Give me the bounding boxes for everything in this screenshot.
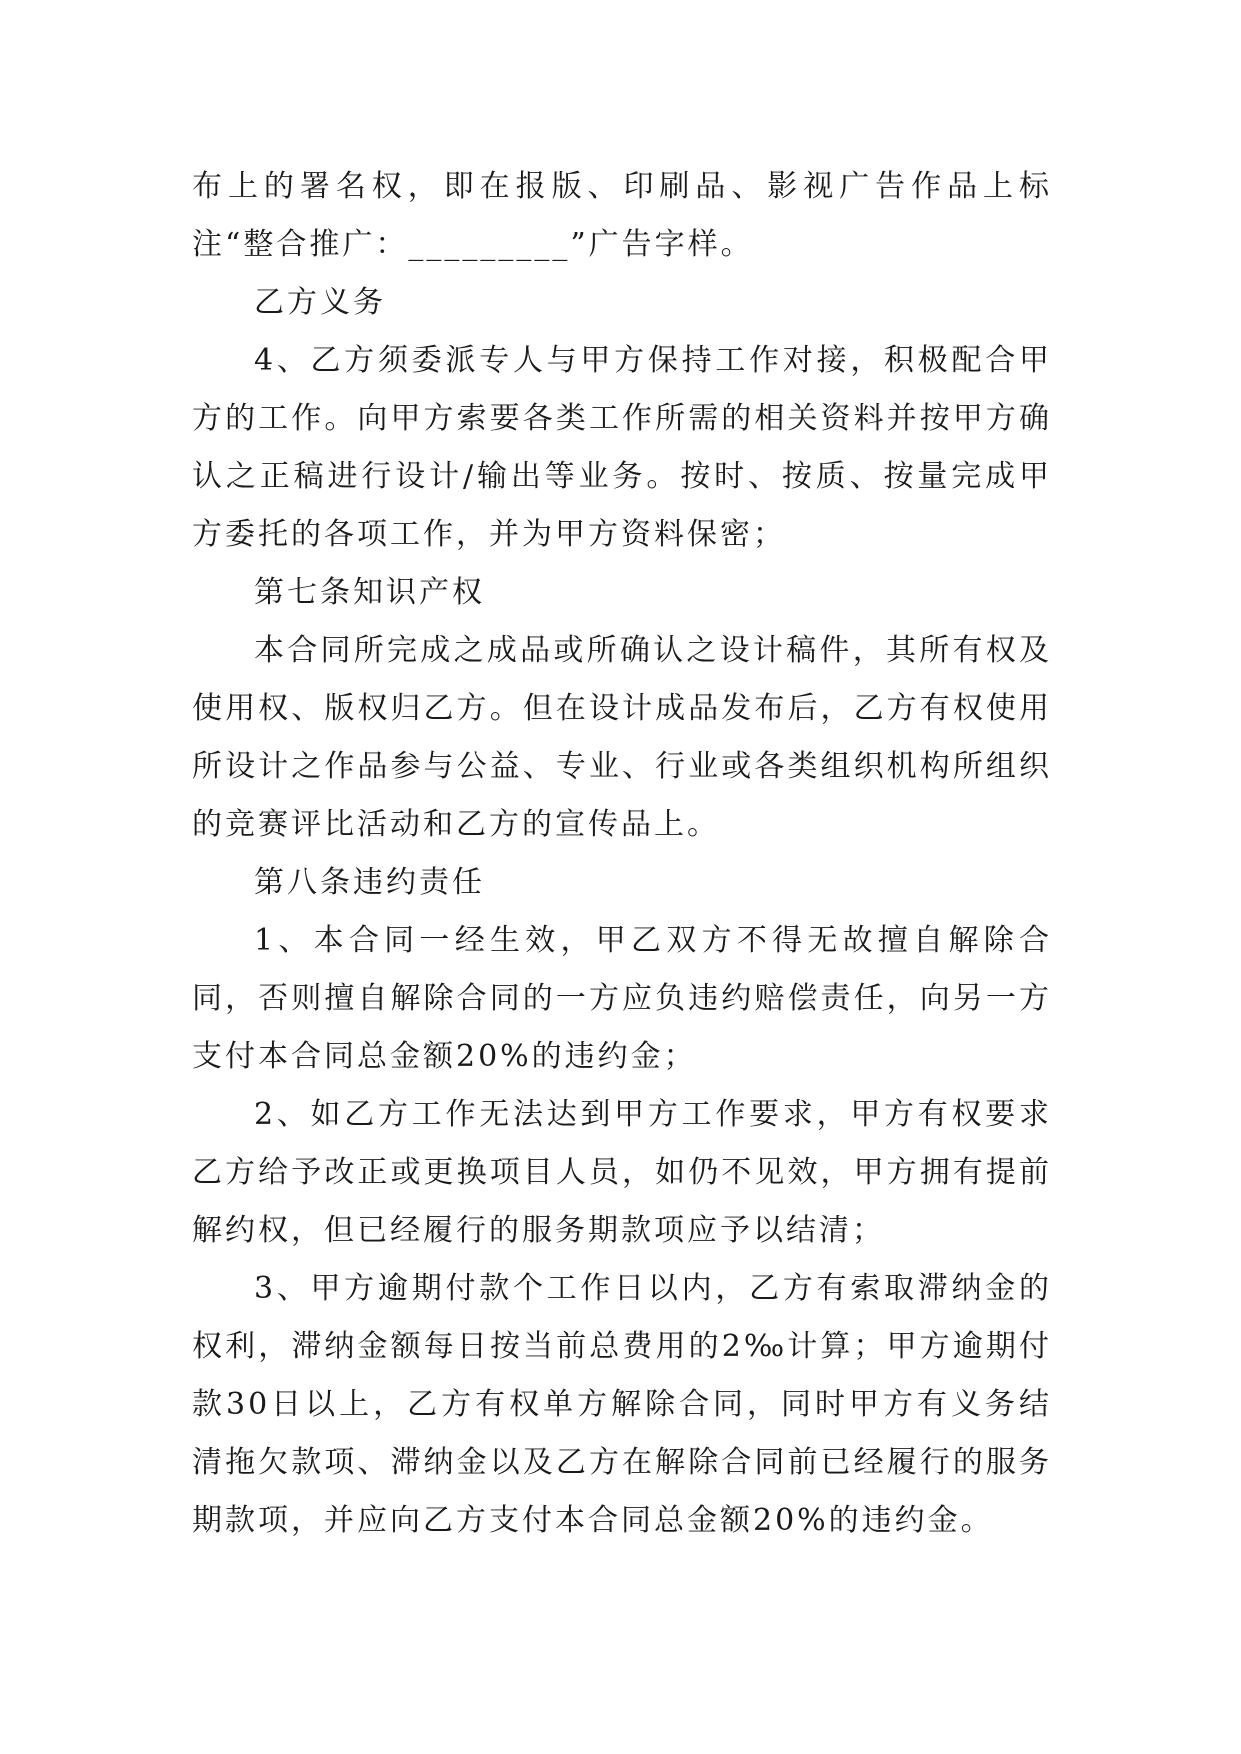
paragraph-breach-2: 2、如乙方工作无法达到甲方工作要求，甲方有权要求乙方给予改正或更换项目人员，如仍不见效，甲方拥有提前解约权，但已经履行的服务期款项应予以结清； (192, 1097, 1052, 1248)
document-body (192, 158, 1052, 1550)
heading-article-7: 第七条知识产权 (254, 575, 485, 610)
paragraph-breach-1: 1、本合同一经生效，甲乙双方不得无故擅自解除合同，否则擅自解除合同的一方应负违约赔偿责任，向另一方支付本合同总金额20%的违约金； (192, 923, 1052, 1074)
paragraph-continued-signature: 布上的署名权，即在报版、印刷品、影视广告作品上标注“整合推广：_________”广告字样。 (192, 169, 1052, 262)
paragraph-breach-3: 3、甲方逾期付款个工作日以内，乙方有索取滞纳金的权利，滞纳金额每日按当前总费用的2‰计算；甲方逾期付款30日以上，乙方有权单方解除合同，同时甲方有义务结清拖欠款项、滞纳金以及乙方在解除合同前已经履行的服务期款项，并应向乙方支付本合同总金额20%的违约金。 (192, 1271, 1052, 1538)
paragraph-ip-rights: 本合同所完成之成品或所确认之设计稿件，其所有权及使用权、版权归乙方。但在设计成品发布后，乙方有权使用所设计之作品参与公益、专业、行业或各类组织机构所组织的竞赛评比活动和乙方的宣传品上。 (192, 633, 1052, 842)
heading-party-b-obligations: 乙方义务 (254, 285, 386, 320)
heading-article-8: 第八条违约责任 (254, 865, 485, 900)
paragraph-obligation-4: 4、乙方须委派专人与甲方保持工作对接，积极配合甲方的工作。向甲方索要各类工作所需的相关资料并按甲方确认之正稿进行设计/输出等业务。按时、按质、按量完成甲方委托的各项工作，并为甲方资料保密； (192, 343, 1052, 552)
